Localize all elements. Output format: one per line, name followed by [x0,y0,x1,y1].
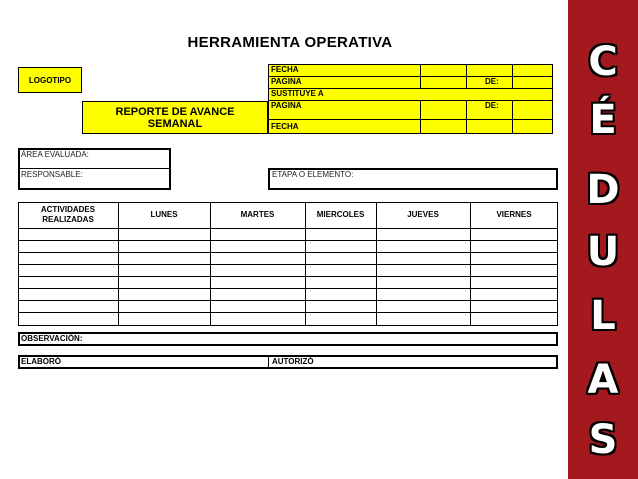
observacion-box [18,332,558,346]
side-letter-d: D [586,167,620,213]
report-title-box [82,101,268,134]
elaboro-label: ELABORÓ [21,357,61,366]
logo-box [18,67,82,93]
document-title: HERRAMIENTA OPERATIVA [187,34,393,51]
de-label: DE: [485,77,499,86]
header-actividades: ACTIVIDADES REALIZADAS [40,205,96,224]
logo-label: LOGOTIPO [28,75,72,85]
sustituye-label: SUSTITUYE A [271,89,324,98]
pagina2-label: PAGINA [271,101,302,110]
etapa-label: ETAPA O ELEMENTO: [272,170,354,179]
side-letter-l: L [590,293,616,339]
side-letter-s: S [588,417,618,463]
header-martes: MARTES [240,210,275,219]
side-letter-a: A [587,357,619,403]
header-lunes: LUNES [150,210,178,219]
side-letter-u: U [586,229,620,275]
side-letter-e: É [589,97,617,143]
header-miercoles: MIERCOLES [316,210,365,219]
header-jueves: JUEVES [407,210,439,219]
header-viernes: VIERNES [496,210,532,219]
header-fields-grid [268,64,553,134]
fecha2-label: FECHA [271,122,299,131]
responsable-label: RESPONSABLE: [21,170,83,179]
side-letter-c: C [588,39,618,85]
report-title-line1: REPORTE DE AVANCE [115,105,235,118]
area-evaluada-label: ÁREA EVALUADA: [21,150,89,159]
fecha-label: FECHA [271,65,299,74]
de2-label: DE: [485,101,499,110]
pagina-label: PAGINA [271,77,302,86]
report-title-line2: SEMANAL [147,117,203,130]
observacion-label: OBSERVACIÓN: [21,334,83,343]
autorizo-label: AUTORIZÓ [272,357,314,366]
